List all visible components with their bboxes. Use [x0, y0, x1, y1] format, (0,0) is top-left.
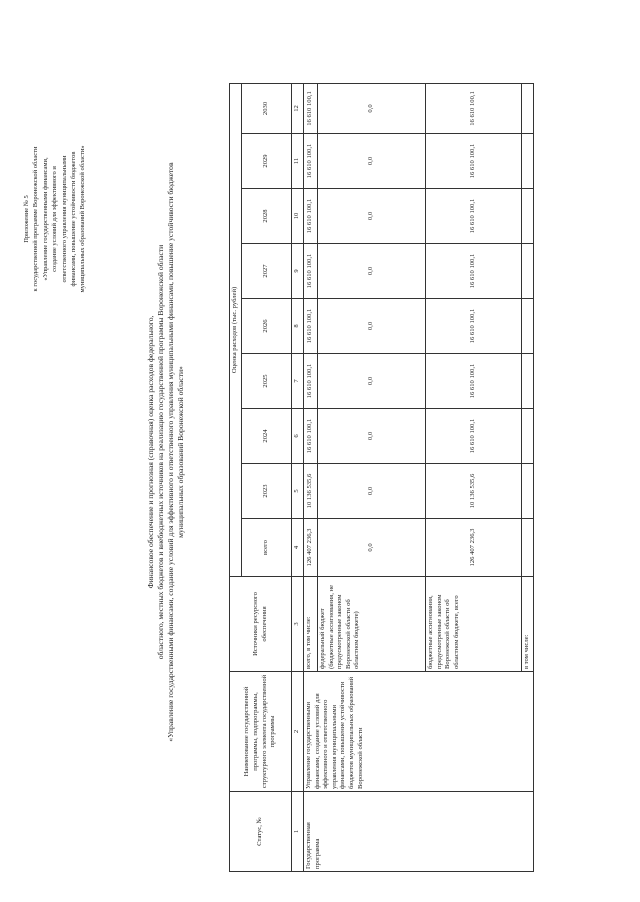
column-index: 11: [292, 134, 304, 189]
value-cell: 0,0: [318, 409, 426, 464]
value-cell: 126 407 236,3: [304, 519, 318, 577]
header-estimate: Оценка расходов (тыс. рублей): [230, 83, 242, 576]
header-source: Источники ресурсного обеспечения: [230, 577, 292, 672]
value-cell: 16 610 100,1: [426, 409, 522, 464]
value-cell: 16 610 100,1: [426, 354, 522, 409]
column-index: 6: [292, 409, 304, 464]
heading-line: муниципальных образований Воронежской области»: [176, 366, 185, 538]
value-cell: [522, 354, 534, 409]
value-cell: 16 610 100,1: [304, 354, 318, 409]
appendix-line: финансами, повышение устойчивости бюджетов: [70, 151, 78, 287]
column-index: 4: [292, 519, 304, 577]
column-index: 5: [292, 464, 304, 519]
value-cell: 16 610 100,1: [426, 299, 522, 354]
program-name-cell: Управление государственными финансами, создание условий для эффективного и ответственного управления муниципальными финансами, повышение устойчивости бюджетов муниципальных образований Воронежской области: [304, 672, 534, 792]
value-cell: 0,0: [318, 244, 426, 299]
appendix-line: Приложение № 5: [23, 195, 30, 243]
value-cell: 16 610 100,1: [426, 189, 522, 244]
value-cell: 0,0: [318, 299, 426, 354]
column-index: 7: [292, 354, 304, 409]
column-index: 9: [292, 244, 304, 299]
appendix-line: создание условий для эффективного и: [51, 166, 59, 272]
table-row: [304, 83, 318, 871]
header-year: 2025: [242, 354, 292, 409]
appendix-line: муниципальных образований Воронежской области»: [79, 145, 87, 293]
value-cell: 16 610 100,1: [304, 189, 318, 244]
column-index: 8: [292, 299, 304, 354]
header-name: Наименование государственной программы, подпрограммы, структурного элемента государственной программы: [230, 672, 292, 792]
column-index: 3: [292, 577, 304, 672]
heading-line: Финансовое обеспечение и прогнозная (справочная) оценка расходов федерального,: [146, 315, 155, 589]
value-cell: [522, 409, 534, 464]
value-cell: 16 610 100,1: [304, 409, 318, 464]
header-row: [230, 83, 242, 871]
column-index: 10: [292, 189, 304, 244]
value-cell: 0,0: [318, 83, 426, 133]
value-cell: [522, 519, 534, 577]
value-cell: 0,0: [318, 134, 426, 189]
column-index: 12: [292, 83, 304, 133]
header-year: 2028: [242, 189, 292, 244]
heading-line: областного, местных бюджетов и внебюджетных источников на реализацию государственной программы Воронежской области: [156, 244, 165, 660]
value-cell: 0,0: [318, 519, 426, 577]
appendix-note: [22, 84, 88, 354]
value-cell: 10 136 535,6: [304, 464, 318, 519]
source-cell: федеральный бюджет (бюджетные ассигнования, не предусмотренные законом Воронежской области об областном бюджете): [318, 577, 426, 672]
heading-line: «Управление государственными финансами, создание условий для эффективного и ответственного управления муниципальными финансами, повышение устойчивости бюджетов: [166, 162, 175, 742]
document-heading: [146, 62, 186, 842]
value-cell: 0,0: [318, 464, 426, 519]
value-cell: 16 610 100,1: [426, 83, 522, 133]
funding-table: [229, 83, 534, 872]
header-year: 2027: [242, 244, 292, 299]
value-cell: 16 610 100,1: [304, 83, 318, 133]
value-cell: 16 610 100,1: [426, 134, 522, 189]
value-cell: [522, 134, 534, 189]
value-cell: 0,0: [318, 189, 426, 244]
header-year: 2023: [242, 464, 292, 519]
header-total: всего: [242, 519, 292, 577]
appendix-line: к государственной программе Воронежской области: [32, 146, 40, 292]
header-year: 2029: [242, 134, 292, 189]
value-cell: 16 610 100,1: [304, 134, 318, 189]
value-cell: 126 407 236,3: [426, 519, 522, 577]
header-year: 2030: [242, 83, 292, 133]
value-cell: 16 610 100,1: [304, 244, 318, 299]
status-cell: Государственная программа: [304, 792, 534, 872]
header-status: Статус, №: [230, 792, 292, 872]
value-cell: [522, 189, 534, 244]
value-cell: [522, 299, 534, 354]
source-cell: в том числе:: [522, 577, 534, 672]
value-cell: 0,0: [318, 354, 426, 409]
value-cell: [522, 83, 534, 133]
value-cell: 10 136 535,6: [426, 464, 522, 519]
header-year: 2024: [242, 409, 292, 464]
column-index-row: [292, 83, 304, 871]
column-index: 2: [292, 672, 304, 792]
source-cell: бюджетные ассигнования, предусмотренные законом Воронежской области об областном бюджете, всего: [426, 577, 522, 672]
appendix-line: ответственного управления муниципальными: [60, 155, 68, 283]
appendix-line: «Управление государственными финансами,: [41, 157, 49, 281]
header-year: 2026: [242, 299, 292, 354]
value-cell: [522, 244, 534, 299]
value-cell: 16 610 100,1: [304, 299, 318, 354]
column-index: 1: [292, 792, 304, 872]
value-cell: 16 610 100,1: [426, 244, 522, 299]
source-cell: всего, в том числе:: [304, 577, 318, 672]
value-cell: [522, 464, 534, 519]
